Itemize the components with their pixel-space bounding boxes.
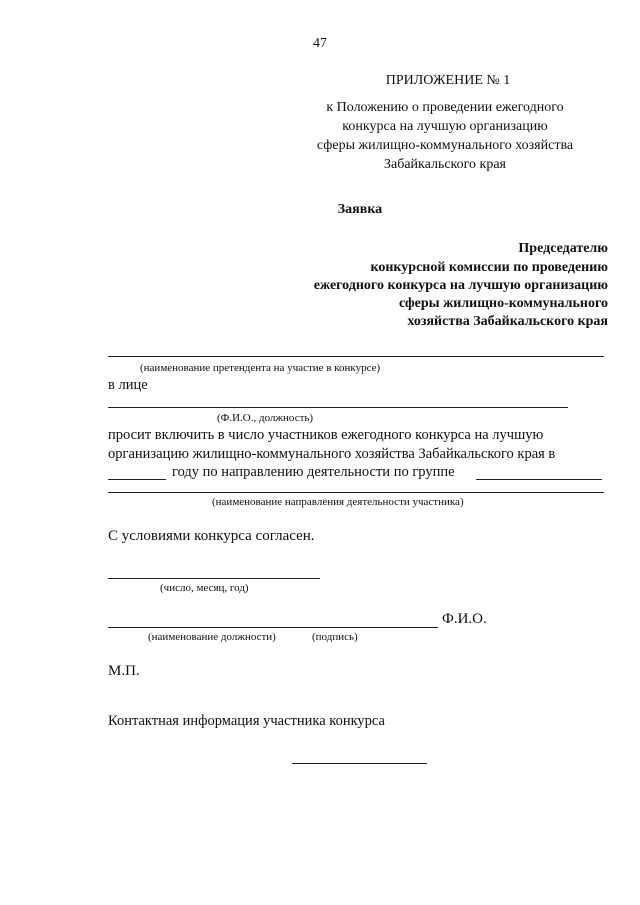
direction-field-line[interactable] [108,492,604,493]
position-signature-field-line[interactable] [108,627,438,628]
group-field-line[interactable] [476,479,602,480]
hint-direction: (наименование направления деятельности участника) [212,496,464,508]
hint-applicant: (наименование претендента на участие в конкурсе) [140,362,381,374]
appendix-line-4: Забайкальского края [383,157,506,172]
hint-position: (наименование должности) [148,631,276,643]
applicant-field-line[interactable] [108,356,604,357]
addressee-line-3: ежегодного конкурса на лучшую организацию [313,278,608,293]
addressee-line-2: конкурсной комиссии по проведению [370,260,608,275]
appendix-line-2: конкурса на лучшую организацию [342,119,548,134]
hint-signature: (подпись) [312,631,358,643]
in-person-label: в лице [108,377,148,393]
date-field-line[interactable] [108,578,320,579]
appendix-line-3: сферы жилищно-коммунального хозяйства [316,138,574,153]
agree-text: С условиями конкурса согласен. [108,528,315,544]
document-title: Заявка [337,202,383,217]
hint-fio-position: (Ф.И.О., должность) [217,412,314,424]
hint-date: (число, месяц, год) [160,582,249,594]
addressee-line-1: Председателю [518,241,608,256]
addressee-line-5: хозяйства Забайкальского края [407,314,608,329]
body-line-3: году по направлению деятельности по группе [172,464,455,480]
appendix-title: ПРИЛОЖЕНИЕ № 1 [385,73,511,88]
body-line-2: организацию жилищно-коммунального хозяйства Забайкальского края в [108,446,556,462]
year-field-line[interactable] [108,479,166,480]
addressee-line-4: сферы жилищно-коммунального [398,296,608,311]
appendix-line-1: к Положению о проведении ежегодного [326,100,564,115]
fio-label: Ф.И.О. [442,611,487,627]
fio-position-field-line[interactable] [108,407,568,408]
body-line-1: просит включить в число участников ежегодного конкурса на лучшую [108,427,544,443]
contact-label: Контактная информация участника конкурса [108,713,385,729]
stamp-label: М.П. [108,663,140,679]
contact-field-line[interactable] [292,763,427,764]
page-number: 47 [313,36,327,51]
